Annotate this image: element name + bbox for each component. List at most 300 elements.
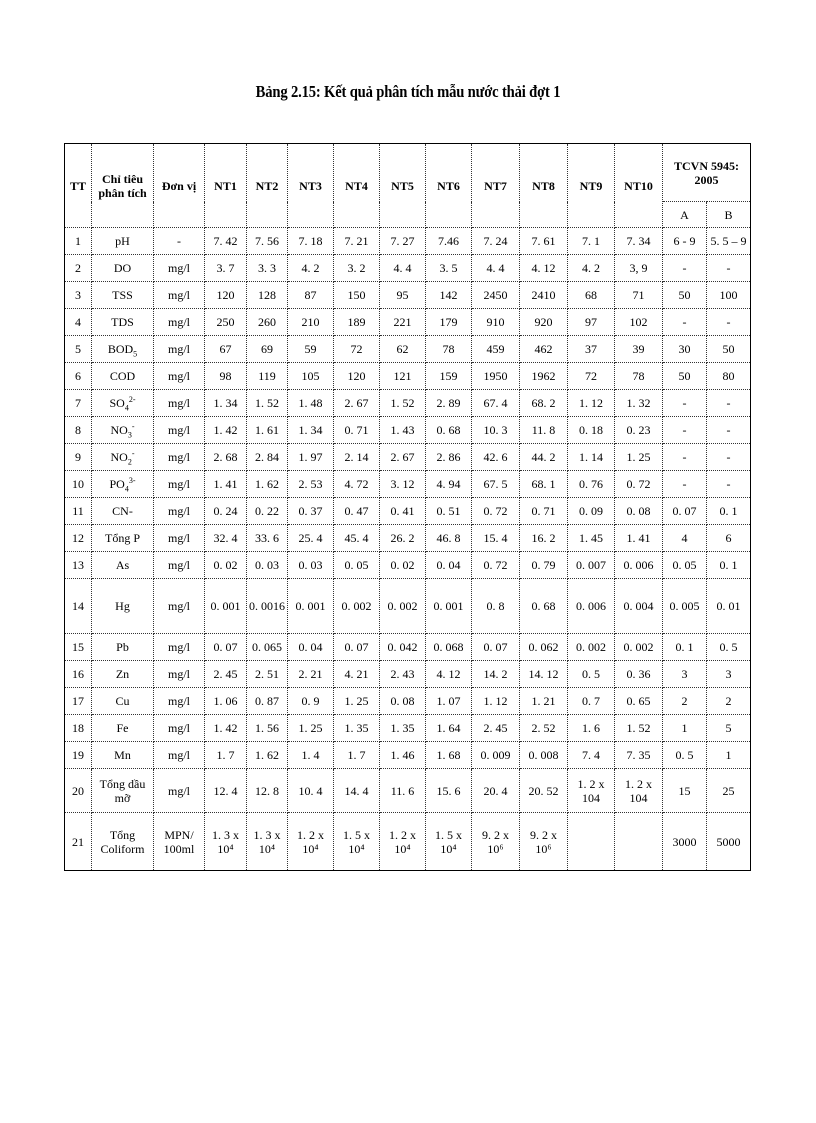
sample-value: 128	[247, 282, 288, 309]
sample-value: 221	[380, 309, 426, 336]
sample-value: 11. 6	[380, 769, 426, 813]
sample-value: 1. 5 x 10⁴	[334, 813, 380, 871]
sample-value: 45. 4	[334, 525, 380, 552]
sample-value: 1. 42	[205, 715, 247, 742]
sample-value: 0. 72	[472, 552, 520, 579]
indicator-name	[92, 715, 154, 742]
sample-value: 1. 14	[568, 444, 615, 471]
sample-value: 3, 9	[615, 255, 663, 282]
sample-value: 7. 27	[380, 228, 426, 255]
sample-value: 15. 4	[472, 525, 520, 552]
sample-value: 4. 4	[472, 255, 520, 282]
sample-value: 0. 062	[520, 634, 568, 661]
sample-value: 62	[380, 336, 426, 363]
sample-value: 0. 37	[288, 498, 334, 525]
sample-value: 1. 3 x 10⁴	[247, 813, 288, 871]
standard-a-value: 2	[663, 688, 707, 715]
sample-value: 7. 61	[520, 228, 568, 255]
sample-value: 1. 46	[380, 742, 426, 769]
table-row	[65, 309, 751, 336]
sample-value: 1. 61	[247, 417, 288, 444]
sample-value: 7. 35	[615, 742, 663, 769]
sample-value: 462	[520, 336, 568, 363]
table-body	[65, 228, 751, 871]
indicator-label: pH	[115, 234, 130, 248]
row-number: 7	[65, 390, 92, 417]
sample-value: 7. 18	[288, 228, 334, 255]
sample-value: 0. 79	[520, 552, 568, 579]
sample-value: 0. 87	[247, 688, 288, 715]
header-sample: NT9	[568, 144, 615, 228]
sample-value: 2. 84	[247, 444, 288, 471]
sample-value: 59	[288, 336, 334, 363]
indicator-label: Tổng Coliform	[100, 827, 145, 856]
standard-b-value: 1	[707, 742, 751, 769]
standard-b-value: 5	[707, 715, 751, 742]
standard-a-value: 3000	[663, 813, 707, 871]
sample-value: 1. 12	[472, 688, 520, 715]
sample-value: 97	[568, 309, 615, 336]
sample-value: 179	[426, 309, 472, 336]
sample-value: 0. 24	[205, 498, 247, 525]
sample-value: 1962	[520, 363, 568, 390]
sample-value: 71	[615, 282, 663, 309]
indicator-name	[92, 255, 154, 282]
sample-value: 0. 22	[247, 498, 288, 525]
sample-value: 1. 06	[205, 688, 247, 715]
unit-cell: mg/l	[154, 444, 205, 471]
sample-value: 1. 35	[334, 715, 380, 742]
sample-value: 0. 001	[426, 579, 472, 634]
sample-value: 0. 41	[380, 498, 426, 525]
unit-cell: mg/l	[154, 688, 205, 715]
sample-value: 1. 34	[288, 417, 334, 444]
standard-b-value: -	[707, 255, 751, 282]
table-row	[65, 715, 751, 742]
row-number: 13	[65, 552, 92, 579]
indicator-label: Zn	[115, 667, 130, 681]
sample-value: 159	[426, 363, 472, 390]
standard-a-value: -	[663, 390, 707, 417]
sample-value: 189	[334, 309, 380, 336]
unit-cell: mg/l	[154, 363, 205, 390]
sample-value: 0. 7	[568, 688, 615, 715]
table-row	[65, 417, 751, 444]
unit-cell: mg/l	[154, 498, 205, 525]
sample-value: 0. 07	[334, 634, 380, 661]
sample-value: 1. 3 x 10⁴	[205, 813, 247, 871]
unit-cell: mg/l	[154, 715, 205, 742]
sample-value	[568, 813, 615, 871]
row-number: 21	[65, 813, 92, 871]
indicator-label: CN-	[112, 504, 133, 518]
indicator-name	[92, 363, 154, 390]
sample-value: 2. 53	[288, 471, 334, 498]
sample-value: 7. 21	[334, 228, 380, 255]
indicator-name	[92, 309, 154, 336]
standard-a-value: 0. 5	[663, 742, 707, 769]
sample-value: 68. 1	[520, 471, 568, 498]
table-row	[65, 634, 751, 661]
sample-value: 2. 14	[334, 444, 380, 471]
sample-value: 0. 5	[568, 661, 615, 688]
sample-value: 4. 94	[426, 471, 472, 498]
table-row	[65, 661, 751, 688]
sample-value: 7. 42	[205, 228, 247, 255]
standard-a-value: -	[663, 255, 707, 282]
table-row	[65, 228, 751, 255]
indicator-name	[92, 742, 154, 769]
standard-b-value: 3	[707, 661, 751, 688]
sample-value: 0. 009	[472, 742, 520, 769]
sample-value: 0. 02	[380, 552, 426, 579]
standard-a-value: -	[663, 471, 707, 498]
sample-value: 4. 72	[334, 471, 380, 498]
sample-value: 72	[568, 363, 615, 390]
sample-value: 20. 52	[520, 769, 568, 813]
standard-b-value: 5. 5 – 9	[707, 228, 751, 255]
table-row	[65, 282, 751, 309]
sample-value: 68. 2	[520, 390, 568, 417]
row-number: 16	[65, 661, 92, 688]
header-tt: TT	[65, 144, 92, 228]
sample-value: 1. 4	[288, 742, 334, 769]
sample-value: 0. 71	[334, 417, 380, 444]
sample-value: 1. 52	[247, 390, 288, 417]
sample-value: 33. 6	[247, 525, 288, 552]
sample-value: 42. 6	[472, 444, 520, 471]
indicator-name	[92, 579, 154, 634]
unit-cell: mg/l	[154, 336, 205, 363]
sample-value: 72	[334, 336, 380, 363]
standard-a-value: -	[663, 309, 707, 336]
sample-value: 0. 006	[615, 552, 663, 579]
sample-value	[615, 813, 663, 871]
sample-value: 1. 45	[568, 525, 615, 552]
sample-value: 0. 006	[568, 579, 615, 634]
sample-value: 0. 008	[520, 742, 568, 769]
standard-b-value: -	[707, 417, 751, 444]
sample-value: 14. 12	[520, 661, 568, 688]
sample-value: 44. 2	[520, 444, 568, 471]
sample-value: 26. 2	[380, 525, 426, 552]
row-number: 1	[65, 228, 92, 255]
indicator-label: TDS	[111, 315, 134, 329]
table-row	[65, 336, 751, 363]
standard-a-value: -	[663, 444, 707, 471]
sample-value: 0. 07	[205, 634, 247, 661]
header-sample: NT10	[615, 144, 663, 228]
sample-value: 2. 51	[247, 661, 288, 688]
sample-value: 0. 76	[568, 471, 615, 498]
table-row	[65, 498, 751, 525]
sample-value: 1. 25	[615, 444, 663, 471]
sample-value: 1. 41	[615, 525, 663, 552]
sample-value: 7.46	[426, 228, 472, 255]
sample-value: 1. 7	[334, 742, 380, 769]
row-number: 9	[65, 444, 92, 471]
sample-value: 1. 52	[380, 390, 426, 417]
sample-value: 2. 43	[380, 661, 426, 688]
indicator-label: TSS	[112, 288, 133, 302]
sample-value: 7. 4	[568, 742, 615, 769]
header-sample: NT8	[520, 144, 568, 228]
standard-b-value: 0. 01	[707, 579, 751, 634]
indicator-name	[92, 228, 154, 255]
sample-value: 1. 41	[205, 471, 247, 498]
sample-value: 15. 6	[426, 769, 472, 813]
sample-value: 2. 21	[288, 661, 334, 688]
indicator-subscript: 2	[127, 457, 132, 467]
sample-value: 250	[205, 309, 247, 336]
table-row	[65, 525, 751, 552]
sample-value: 37	[568, 336, 615, 363]
sample-value: 2. 52	[520, 715, 568, 742]
row-number: 20	[65, 769, 92, 813]
indicator-subscript: 4	[124, 484, 129, 494]
sample-value: 4. 12	[520, 255, 568, 282]
sample-value: 10. 3	[472, 417, 520, 444]
sample-value: 2. 89	[426, 390, 472, 417]
standard-b-value: -	[707, 309, 751, 336]
unit-cell: mg/l	[154, 579, 205, 634]
sample-value: 4. 2	[288, 255, 334, 282]
sample-value: 0. 05	[334, 552, 380, 579]
sample-value: 46. 8	[426, 525, 472, 552]
indicator-label: BOD	[107, 342, 134, 356]
header-sample: NT7	[472, 144, 520, 228]
sample-value: 7. 1	[568, 228, 615, 255]
indicator-label: Hg	[115, 599, 130, 613]
sample-value: 7. 56	[247, 228, 288, 255]
sample-value: 1. 07	[426, 688, 472, 715]
indicator-label: Mn	[114, 748, 131, 762]
sample-value: 7. 24	[472, 228, 520, 255]
indicator-superscript: -	[131, 449, 135, 458]
sample-value: 0. 9	[288, 688, 334, 715]
sample-value: 1. 12	[568, 390, 615, 417]
sample-value: 1. 62	[247, 742, 288, 769]
standard-a-value: 3	[663, 661, 707, 688]
sample-value: 2410	[520, 282, 568, 309]
indicator-name	[92, 390, 154, 417]
standard-b-value: 0. 1	[707, 498, 751, 525]
indicator-label: Tổng P	[104, 531, 140, 545]
sample-value: 0. 001	[205, 579, 247, 634]
sample-value: 102	[615, 309, 663, 336]
indicator-name	[92, 282, 154, 309]
sample-value: 0. 51	[426, 498, 472, 525]
sample-value: 98	[205, 363, 247, 390]
sample-value: 3. 2	[334, 255, 380, 282]
sample-value: 1. 35	[380, 715, 426, 742]
sample-value: 68	[568, 282, 615, 309]
sample-value: 67. 4	[472, 390, 520, 417]
sample-value: 1. 5 x 10⁴	[426, 813, 472, 871]
results-table	[64, 143, 751, 871]
indicator-label: NO	[110, 423, 128, 437]
unit-cell: mg/l	[154, 309, 205, 336]
sample-value: 0. 36	[615, 661, 663, 688]
indicator-label: Fe	[116, 721, 129, 735]
standard-a-value: 4	[663, 525, 707, 552]
sample-value: 920	[520, 309, 568, 336]
sample-value: 0. 72	[615, 471, 663, 498]
unit-cell: mg/l	[154, 282, 205, 309]
sample-value: 11. 8	[520, 417, 568, 444]
sample-value: 20. 4	[472, 769, 520, 813]
standard-a-value: 0. 1	[663, 634, 707, 661]
unit-cell: mg/l	[154, 634, 205, 661]
unit-cell: mg/l	[154, 471, 205, 498]
table-row	[65, 363, 751, 390]
unit-cell: mg/l	[154, 742, 205, 769]
standard-b-value: 100	[707, 282, 751, 309]
indicator-name	[92, 444, 154, 471]
sample-value: 459	[472, 336, 520, 363]
sample-value: 32. 4	[205, 525, 247, 552]
standard-a-value: 50	[663, 282, 707, 309]
sample-value: 3. 3	[247, 255, 288, 282]
indicator-name	[92, 769, 154, 813]
sample-value: 0. 007	[568, 552, 615, 579]
sample-value: 14. 4	[334, 769, 380, 813]
sample-value: 1. 25	[288, 715, 334, 742]
sample-value: 120	[334, 363, 380, 390]
table-row	[65, 471, 751, 498]
unit-cell: mg/l	[154, 390, 205, 417]
row-number: 17	[65, 688, 92, 715]
sample-value: 3. 5	[426, 255, 472, 282]
sample-value: 0. 002	[380, 579, 426, 634]
indicator-label: SO	[109, 396, 125, 410]
indicator-label: PO	[109, 477, 125, 491]
sample-value: 0. 08	[615, 498, 663, 525]
header-col-a: A	[663, 202, 707, 228]
indicator-subscript: 3	[127, 430, 132, 440]
row-number: 8	[65, 417, 92, 444]
sample-value: 0. 068	[426, 634, 472, 661]
sample-value: 121	[380, 363, 426, 390]
row-number: 18	[65, 715, 92, 742]
indicator-subscript: 5	[133, 349, 138, 359]
sample-value: 1. 97	[288, 444, 334, 471]
table-row	[65, 579, 751, 634]
sample-value: 1. 64	[426, 715, 472, 742]
table-row	[65, 688, 751, 715]
sample-value: 1. 25	[334, 688, 380, 715]
table-row	[65, 255, 751, 282]
header-sample: NT6	[426, 144, 472, 228]
sample-value: 1. 34	[205, 390, 247, 417]
unit-cell: mg/l	[154, 661, 205, 688]
sample-value: 0. 47	[334, 498, 380, 525]
sample-value: 95	[380, 282, 426, 309]
row-number: 5	[65, 336, 92, 363]
standard-b-value: 50	[707, 336, 751, 363]
sample-value: 0. 07	[472, 634, 520, 661]
sample-value: 0. 03	[247, 552, 288, 579]
sample-value: 0. 68	[426, 417, 472, 444]
sample-value: 0. 8	[472, 579, 520, 634]
table-row	[65, 444, 751, 471]
indicator-name	[92, 661, 154, 688]
row-number: 14	[65, 579, 92, 634]
sample-value: 9. 2 x 10⁶	[472, 813, 520, 871]
header-indicator: Chỉ tiêu phân tích	[92, 144, 154, 228]
sample-value: 1. 48	[288, 390, 334, 417]
sample-value: 120	[205, 282, 247, 309]
standard-a-value: 50	[663, 363, 707, 390]
unit-cell: MPN/ 100ml	[154, 813, 205, 871]
sample-value: 0. 04	[288, 634, 334, 661]
sample-value: 0. 23	[615, 417, 663, 444]
indicator-label: Cu	[115, 694, 130, 708]
row-number: 10	[65, 471, 92, 498]
sample-value: 2. 45	[205, 661, 247, 688]
sample-value: 2. 67	[334, 390, 380, 417]
sample-value: 2. 45	[472, 715, 520, 742]
sample-value: 69	[247, 336, 288, 363]
indicator-label: DO	[113, 261, 132, 275]
sample-value: 0. 001	[288, 579, 334, 634]
sample-value: 4. 12	[426, 661, 472, 688]
standard-b-value: -	[707, 390, 751, 417]
indicator-subscript: 4	[124, 403, 129, 413]
sample-value: 7. 34	[615, 228, 663, 255]
sample-value: 0. 68	[520, 579, 568, 634]
indicator-label: Pb	[116, 640, 129, 654]
sample-value: 2. 67	[380, 444, 426, 471]
standard-a-value: 30	[663, 336, 707, 363]
sample-value: 2. 68	[205, 444, 247, 471]
sample-value: 0. 002	[615, 634, 663, 661]
standard-b-value: 80	[707, 363, 751, 390]
sample-value: 78	[426, 336, 472, 363]
sample-value: 1. 68	[426, 742, 472, 769]
sample-value: 1. 62	[247, 471, 288, 498]
indicator-name	[92, 552, 154, 579]
sample-value: 16. 2	[520, 525, 568, 552]
sample-value: 10. 4	[288, 769, 334, 813]
indicator-superscript: 3-	[128, 476, 136, 485]
sample-value: 1. 6	[568, 715, 615, 742]
sample-value: 1. 21	[520, 688, 568, 715]
sample-value: 0. 09	[568, 498, 615, 525]
sample-value: 1. 52	[615, 715, 663, 742]
unit-cell: -	[154, 228, 205, 255]
table-row	[65, 769, 751, 813]
sample-value: 1. 32	[615, 390, 663, 417]
sample-value: 119	[247, 363, 288, 390]
sample-value: 1. 7	[205, 742, 247, 769]
table-row	[65, 552, 751, 579]
header-sample: NT2	[247, 144, 288, 228]
sample-value: 0. 71	[520, 498, 568, 525]
standard-b-value: 25	[707, 769, 751, 813]
header-standard: TCVN 5945: 2005	[663, 144, 751, 202]
standard-b-value: 2	[707, 688, 751, 715]
table-title: Bảng 2.15: Kết quả phân tích mẫu nước thải đợt 1	[255, 82, 561, 101]
sample-value: 4. 4	[380, 255, 426, 282]
standard-b-value: -	[707, 444, 751, 471]
sample-value: 0. 72	[472, 498, 520, 525]
indicator-label: NO	[110, 450, 128, 464]
header-sample: NT1	[205, 144, 247, 228]
table-row	[65, 742, 751, 769]
standard-a-value: 0. 05	[663, 552, 707, 579]
header-row	[65, 144, 751, 202]
